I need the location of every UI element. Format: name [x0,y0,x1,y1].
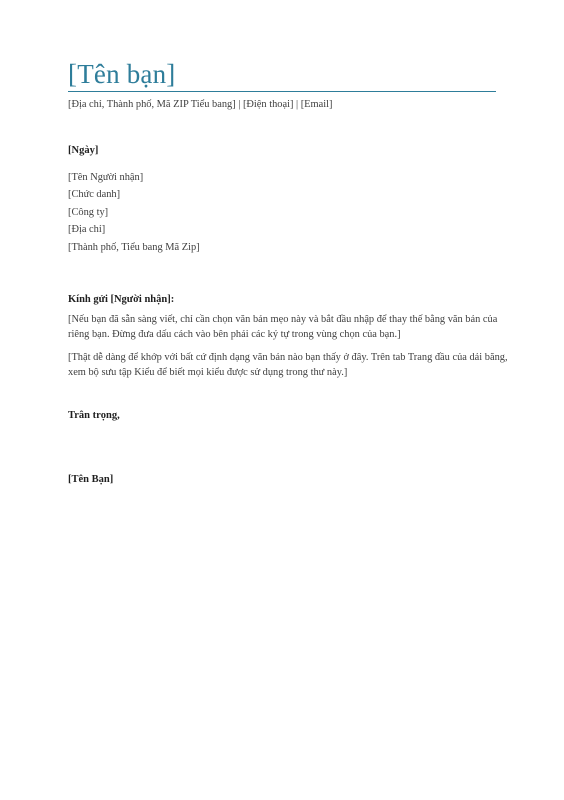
body-paragraph-1[interactable]: [Nếu bạn đã sẵn sàng viết, chỉ cần chọn văn bản mẹo này và bắt đầu nhập để thay thế bằng văn bản của riêng bạn. Đừng đưa dấu cách vào bên phải các ký tự trong vùng chọn của bạn.] [68,314,498,340]
letter-date[interactable]: [Ngày] [68,145,99,156]
closing[interactable]: Trân trọng, [68,410,120,421]
recipient-name[interactable]: [Tên Người nhận] [68,172,144,183]
signature-name[interactable]: [Tên Bạn] [68,474,114,485]
salutation[interactable]: Kính gửi [Người nhận]: [68,294,175,305]
recipient-address[interactable]: [Địa chỉ] [68,224,106,236]
sender-name-title[interactable]: [Tên bạn] [68,58,496,92]
recipient-company[interactable]: [Công ty] [68,206,109,218]
recipient-title[interactable]: [Chức danh] [68,189,121,201]
letter-header [68,58,496,111]
recipient-city-state-zip[interactable]: [Thành phố, Tiểu bang Mã Zip] [68,241,200,253]
body-paragraph-2[interactable]: [Thật dễ dàng để khớp với bất cứ định dạng văn bản nào bạn thấy ở đây. Trên tab Trang đầu của dải băng, xem bộ sưu tập Kiểu để biết mọi kiểu được sử dụng trong thư này.] [68,352,508,378]
sender-contact-line[interactable]: [Địa chỉ, Thành phố, Mã ZIP Tiểu bang] | [Điện thoại] | [Email] [68,99,333,110]
recipient-block [68,169,200,256]
